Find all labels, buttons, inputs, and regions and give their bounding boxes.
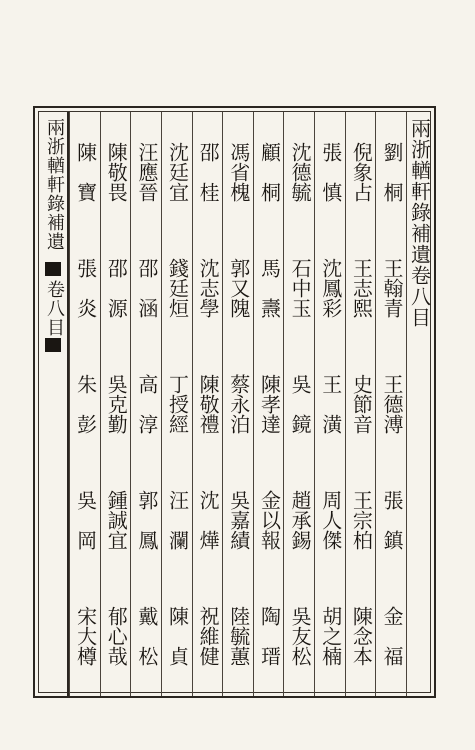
poet-name: 張 鎮 xyxy=(379,490,404,550)
column-rule xyxy=(314,112,315,696)
poet-name: 王 潢 xyxy=(318,374,343,434)
column-rule xyxy=(222,112,223,696)
page-frame-inner xyxy=(38,111,431,693)
poet-name: 吳 岡 xyxy=(73,490,98,550)
poet-name: 錢廷烜 xyxy=(165,258,190,318)
poet-name: 倪象占 xyxy=(349,142,374,202)
table-of-contents-title: 兩浙輶軒錄補遺卷八目 xyxy=(407,118,432,328)
poet-name: 張 炎 xyxy=(73,258,98,318)
poet-name: 馬 燾 xyxy=(257,258,282,318)
name-column xyxy=(283,112,314,696)
name-column xyxy=(100,112,131,696)
spine-column xyxy=(39,112,69,696)
name-column xyxy=(222,112,253,696)
name-column xyxy=(253,112,284,696)
poet-name: 王志熙 xyxy=(349,258,374,318)
poet-name: 劉 桐 xyxy=(379,142,404,202)
poet-name: 史節音 xyxy=(349,374,374,434)
poet-name: 胡之楠 xyxy=(318,606,343,666)
name-column xyxy=(375,112,406,696)
poet-name: 陳敬禮 xyxy=(196,374,221,434)
poet-name: 吳 鏡 xyxy=(288,374,313,434)
column-rule xyxy=(161,112,162,696)
poet-name: 汪 瀾 xyxy=(165,490,190,550)
name-column xyxy=(130,112,161,696)
poet-name: 丁授經 xyxy=(165,374,190,434)
spine-volume: 卷八目 xyxy=(44,280,65,337)
column-rule xyxy=(69,112,70,696)
spine-fish-tail-mark-lower xyxy=(45,338,61,352)
poet-name: 金以報 xyxy=(257,490,282,550)
name-column xyxy=(69,112,100,696)
poet-name: 陳念本 xyxy=(349,606,374,666)
poet-name: 邵 源 xyxy=(104,258,129,318)
name-column xyxy=(161,112,192,696)
spine-fish-tail-mark xyxy=(45,262,61,276)
poet-name: 吳友松 xyxy=(288,606,313,666)
name-column xyxy=(314,112,345,696)
poet-name: 陳 寶 xyxy=(73,142,98,202)
poet-name: 郁心哉 xyxy=(104,606,129,666)
poet-name: 陸毓蕙 xyxy=(226,606,251,666)
column-rule xyxy=(192,112,193,696)
poet-name: 趙承錫 xyxy=(288,490,313,550)
poet-name: 沈 燁 xyxy=(196,490,221,550)
poet-name: 宋大樽 xyxy=(73,606,98,666)
poet-name: 陶 瑨 xyxy=(257,606,282,666)
poet-name: 汪應晉 xyxy=(134,142,159,202)
poet-name: 王德溥 xyxy=(379,374,404,434)
poet-name: 王翰青 xyxy=(379,258,404,318)
name-column xyxy=(345,112,376,696)
poet-name: 高 淳 xyxy=(134,374,159,434)
spine-title: 兩浙輶軒錄補遺 xyxy=(44,118,65,251)
poet-name: 顧 桐 xyxy=(257,142,282,202)
column-rule xyxy=(375,112,376,696)
poet-name: 陳孝達 xyxy=(257,374,282,434)
column-rule xyxy=(253,112,254,696)
poet-name: 張 慎 xyxy=(318,142,343,202)
poet-name: 陳 貞 xyxy=(165,606,190,666)
column-rule xyxy=(130,112,131,696)
title-column xyxy=(406,112,434,696)
poet-name: 王宗柏 xyxy=(349,490,374,550)
poet-name: 沈廷宜 xyxy=(165,142,190,202)
poet-name: 陳敬畏 xyxy=(104,142,129,202)
column-rule xyxy=(283,112,284,696)
poet-name: 金 福 xyxy=(379,606,404,666)
column-rule xyxy=(345,112,346,696)
page-frame xyxy=(33,106,436,698)
poet-name: 沈鳳彩 xyxy=(318,258,343,318)
poet-name: 沈志學 xyxy=(196,258,221,318)
poet-name: 吳克勤 xyxy=(104,374,129,434)
column-rule xyxy=(100,112,101,696)
poet-name: 祝維健 xyxy=(196,606,221,666)
poet-name: 邵 涵 xyxy=(134,258,159,318)
column-rule xyxy=(406,112,407,696)
poet-name: 郭又隗 xyxy=(226,258,251,318)
poet-name: 蔡永泊 xyxy=(226,374,251,434)
name-column xyxy=(192,112,223,696)
poet-name: 邵 桂 xyxy=(196,142,221,202)
poet-name: 鍾誠宜 xyxy=(104,490,129,550)
poet-name: 周人傑 xyxy=(318,490,343,550)
poet-name: 馮省槐 xyxy=(226,142,251,202)
poet-name: 石中玉 xyxy=(288,258,313,318)
poet-name: 朱 彭 xyxy=(73,374,98,434)
poet-name: 沈德毓 xyxy=(288,142,313,202)
poet-name: 郭 鳳 xyxy=(134,490,159,550)
poet-name: 吳嘉績 xyxy=(226,490,251,550)
poet-name: 戴 松 xyxy=(134,606,159,666)
